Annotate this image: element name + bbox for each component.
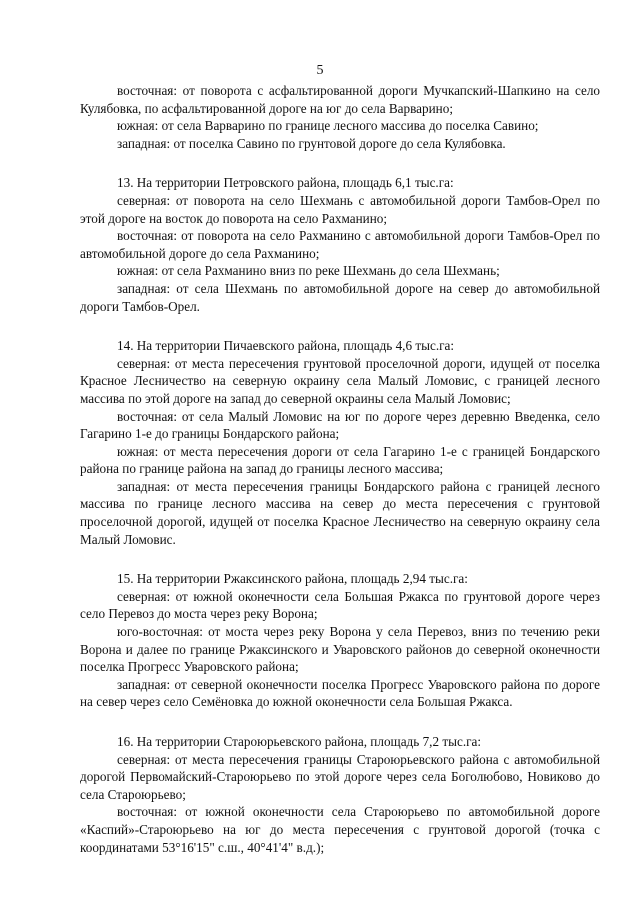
document-body (80, 82, 600, 856)
paragraph: северная: от поворота на село Шехмань с автомобильной дороги Тамбов-Орел по этой дороге на восток до поворота на село Рахманино; (80, 192, 600, 226)
paragraph: восточная: от южной оконечности села Староюрьево по автомобильной дороге «Каспий»-Староюрьево на юг до места пересечения с грунтовой дорогой (точка с координатами 53°16'15" с.ш., 40°41'4" в.д.); (80, 804, 600, 855)
paragraph: западная: от села Шехмань по автомобильной дороге на север до автомобильной дороги Тамбов-Орел. (80, 280, 600, 314)
section-heading: 14. На территории Пичаевского района, площадь 4,6 тыс.га: (117, 338, 455, 354)
paragraph: восточная: от поворота на село Рахманино с автомобильной дороги Тамбов-Орел по автомобильной дороге до села Рахманино; (80, 228, 600, 261)
paragraph: южная: от села Варварино по границе лесного массива до поселка Савино; (117, 118, 539, 134)
section-15-rzhaksinsky (80, 570, 600, 711)
page-number: 5 (316, 63, 324, 78)
section-13-petrovsky (80, 174, 600, 315)
paragraph: южная: от села Рахманино вниз по реке Шехмань до села Шехмань; (117, 263, 500, 279)
section-heading: 13. На территории Петровского района, площадь 6,1 тыс.га: (117, 175, 454, 191)
paragraph: северная: от места пересечения грунтовой проселочной дороги, идущей от поселка Красное Лесничество на северную окраину села Малый Ломовис, с границей лесного массива по этой дороге на запад до северной окраины села Малый Ломовис; (80, 355, 600, 406)
section-heading: 15. На территории Ржаксинского района, площадь 2,94 тыс.га: (117, 571, 468, 587)
section-14-pichaevsky (80, 337, 600, 548)
paragraph: западная: от места пересечения границы Бондарского района с границей лесного массива по границе лесного массива на север до места пересечения с грунтовой проселочной дорогой, идущей от поселка Красное Лесничество на северную окраину села Малый Ломовис. (80, 478, 600, 547)
section-kulyabovka-continued (80, 82, 600, 152)
paragraph: северная: от южной оконечности села Большая Ржакса по грунтовой дороге через село Перевоз до моста через реку Ворона; (80, 588, 600, 622)
section-heading: 16. На территории Староюрьевского района, площадь 7,2 тыс.га: (117, 734, 482, 749)
paragraph: северная: от места пересечения границы Староюрьевского района с автомобильной дорогой Первомайский-Староюрьево по этой дороге через села Боголюбово, Новиково до села Староюрьево; (80, 751, 600, 802)
paragraph: юго-восточная: от моста через реку Ворона у села Перевоз, вниз по течению реки Ворона и далее по границе Ржаксинского и Уваровского районов до северной оконечности поселка Прогресс Уваровского района; (80, 624, 600, 675)
paragraph: восточная: от поворота с асфальтированной дороги Мучкапский-Шапкино на село Кулябовка, по асфальтированной дороге на юг до села Варварино; (80, 83, 600, 116)
paragraph: западная: от северной оконечности поселка Прогресс Уваровского района по дороге на север через село Семёновка до южной оконечности села Большая Ржакса. (80, 676, 600, 710)
section-16-staroyurievsky (80, 733, 600, 856)
paragraph: восточная: от села Малый Ломовис на юг по дороге через деревню Введенка, село Гагарино 1-е до границы Бондарского района; (80, 408, 600, 442)
paragraph: южная: от места пересечения дороги от села Гагарино 1-е с границей Бондарского района по границе района на запад до границы лесного массива; (80, 443, 600, 477)
paragraph: западная: от поселка Савино по грунтовой дороге до села Кулябовка. (117, 135, 506, 151)
